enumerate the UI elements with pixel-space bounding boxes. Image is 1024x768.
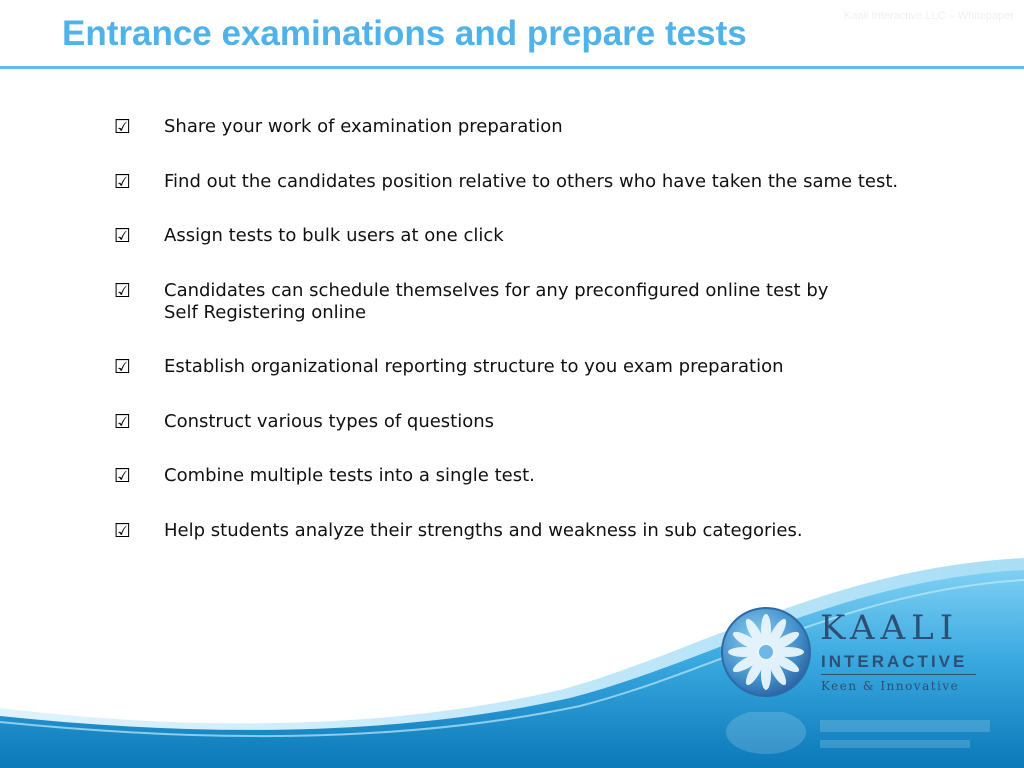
list-item-text: Candidates can schedule themselves for any preconfigured online test by Self Registering online	[164, 280, 829, 323]
kaali-logo	[720, 606, 1010, 706]
checkbox-icon: ☑	[114, 520, 132, 542]
checkbox-icon: ☑	[114, 225, 132, 247]
list-item	[114, 171, 914, 193]
list-item-text: Assign tests to bulk users at one click	[164, 225, 504, 246]
checkbox-icon: ☑	[114, 411, 132, 433]
title-divider	[0, 66, 1024, 69]
list-item	[114, 280, 844, 324]
list-item-text: Help students analyze their strengths and weakness in sub categories.	[164, 520, 803, 541]
watermark-text: Kaali Interactive LLC – Whitepaper	[844, 10, 1014, 22]
flower-emblem-icon	[720, 606, 812, 698]
logo-subtitle: INTERACTIVE	[821, 652, 968, 671]
list-item-text: Construct various types of questions	[164, 411, 495, 432]
checkbox-icon: ☑	[114, 465, 132, 487]
list-item	[114, 411, 914, 433]
list-item-text: Find out the candidates position relative to others who have taken the same test.	[164, 171, 899, 192]
slide-title: Entrance examinations and prepare tests	[62, 14, 747, 53]
logo-tagline: Keen & Innovative	[821, 679, 960, 693]
checkbox-icon: ☑	[114, 280, 132, 302]
list-item	[114, 356, 914, 378]
checkbox-icon: ☑	[114, 116, 132, 138]
list-item	[114, 116, 914, 138]
list-item-text: Combine multiple tests into a single test.	[164, 465, 535, 486]
logo-divider	[821, 674, 976, 675]
list-item	[114, 225, 914, 247]
checkbox-icon: ☑	[114, 356, 132, 378]
logo-wordmark: KAALI	[820, 608, 960, 648]
list-item	[114, 465, 914, 487]
checkbox-icon: ☑	[114, 171, 132, 193]
list-item-text: Share your work of examination preparation	[164, 116, 563, 137]
list-item	[114, 520, 914, 542]
list-item-text: Establish organizational reporting structure to you exam preparation	[164, 356, 784, 377]
logo-reflection	[720, 712, 1010, 762]
